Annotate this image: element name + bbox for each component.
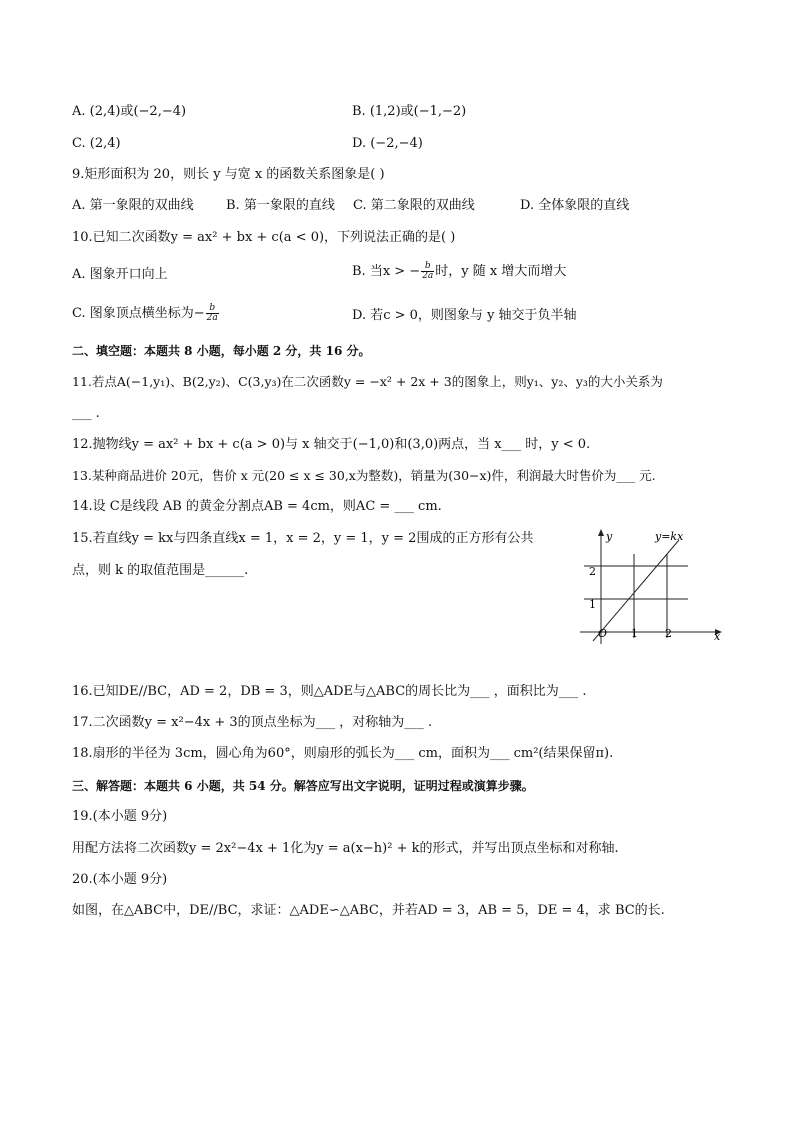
q10-option-b-fraction [421, 262, 434, 281]
q20-heading: 20.(本小题 9分) [72, 872, 168, 887]
q13-text: 13.某种商品进价 20元，售价 x 元(20 ≤ x ≤ 30,x为整数)，销量为(30−x)件，利润最大时售价为___ 元. [72, 468, 656, 483]
line-y-kx [593, 540, 679, 641]
q15-line-2: 点，则 k 的取值范围是______. [72, 563, 249, 578]
q8-option-d: D. (−2,−4) [352, 136, 423, 151]
q10-option-b [352, 262, 566, 281]
q17-text: 17.二次函数y = x²−4x + 3的顶点坐标为___ ，对称轴为___ . [72, 715, 433, 730]
q9-option-b: B. 第一象限的直线 [226, 198, 335, 213]
q11-line-1: 11.若点A(−1,y₁)、B(2,y₂)、C(3,y₃)在二次函数y = −x² + 2x + 3的图象上，则y₁、y₂、y₃的大小关系为 [72, 374, 663, 389]
fraction-numerator: b [206, 304, 219, 314]
x-axis-label: x [714, 630, 721, 643]
x-tick-1: 1 [631, 627, 638, 640]
q10-option-a: A. 图象开口向上 [72, 267, 168, 282]
q9-option-c: C. 第二象限的双曲线 [353, 198, 475, 213]
fraction-numerator: b [421, 262, 434, 272]
fraction-denominator: 2a [422, 271, 434, 281]
q10-option-b-prefix: B. 当x > − [352, 264, 421, 279]
q20-body: 如图，在△ABC中，DE//BC，求证：△ADE∽△ABC，并若AD = 3，AB = 5，DE = 4，求 BC的长. [72, 903, 665, 918]
y-axis-arrow [598, 529, 604, 536]
q10-option-c-prefix: C. 图象顶点横坐标为− [72, 306, 205, 321]
y-tick-2: 2 [589, 565, 596, 578]
q19-body: 用配方法将二次函数y = 2x²−4x + 1化为y = a(x−h)² + k的形式，并写出顶点坐标和对称轴. [72, 841, 619, 856]
q9-option-d: D. 全体象限的直线 [520, 198, 630, 213]
q10-option-c-fraction [206, 304, 219, 323]
y-axis-label: y [606, 530, 613, 543]
q8-option-c: C. (2,4) [72, 136, 121, 151]
q10-stem: 10.已知二次函数y = ax² + bx + c(a < 0)，下列说法正确的是( ) [72, 230, 456, 245]
origin-label: O [598, 627, 608, 640]
q10-option-d: D. 若c > 0，则图象与 y 轴交于负半轴 [352, 308, 577, 323]
q15-coordinate-graph [576, 526, 726, 646]
section-2-heading: 二、填空题：本题共 8 小题，每小题 2 分，共 16 分。 [72, 344, 371, 358]
q14-text: 14.设 C是线段 AB 的黄金分割点AB = 4cm，则AC = ___ cm. [72, 499, 442, 514]
q18-text: 18.扇形的半径为 3cm，圆心角为60°，则扇形的弧长为___ cm，面积为___ cm²(结果保留π). [72, 746, 614, 761]
q12-text: 12.抛物线y = ax² + bx + c(a > 0)与 x 轴交于(−1,0)和(3,0)两点，当 x___ 时，y < 0. [72, 437, 591, 452]
q15-line-1: 15.若直线y = kx与四条直线x = 1，x = 2，y = 1，y = 2围成的正方形有公共 [72, 531, 534, 546]
q8-option-a: A. (2,4)或(−2,−4) [72, 104, 187, 119]
q9-option-a: A. 第一象限的双曲线 [72, 198, 194, 213]
section-3-heading: 三、解答题：本题共 6 小题，共 54 分。解答应写出文字说明，证明过程或演算步骤。 [72, 779, 534, 793]
y-tick-1: 1 [589, 598, 596, 611]
q8-option-b: B. (1,2)或(−1,−2) [352, 104, 467, 119]
line-label: y=kx [655, 530, 684, 543]
q9-stem: 9.矩形面积为 20，则长 y 与宽 x 的函数关系图象是( ) [72, 167, 385, 182]
q10-option-b-suffix: 时，y 随 x 增大而增大 [435, 264, 567, 279]
fraction-denominator: 2a [206, 313, 218, 323]
q16-text: 16.已知DE//BC，AD = 2，DB = 3，则△ADE与△ABC的周长比为___ ，面积比为___ . [72, 684, 587, 699]
q19-heading: 19.(本小题 9分) [72, 809, 168, 824]
x-tick-2: 2 [665, 627, 672, 640]
q10-option-c [72, 304, 220, 323]
q11-line-2: ___ . [72, 406, 100, 421]
